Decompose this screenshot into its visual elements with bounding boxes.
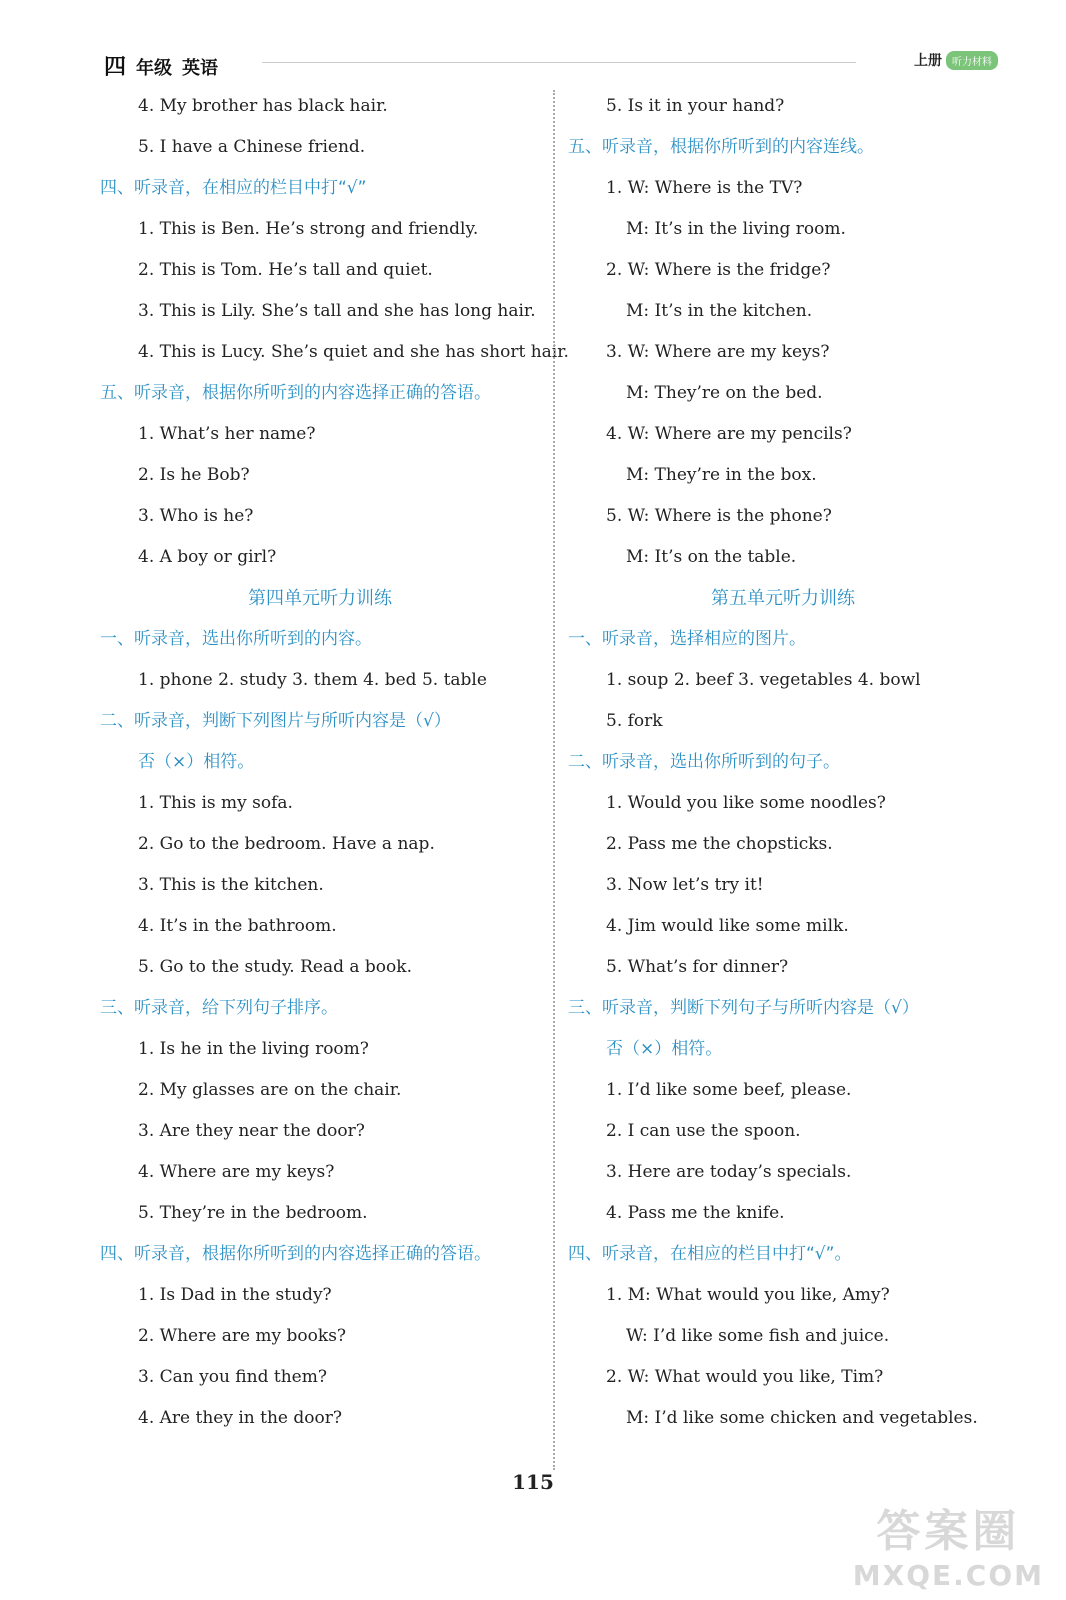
watermark-text: 答案圈 [876,1506,1021,1557]
section-heading: 一、听录音，选择相应的图片。 [568,629,806,649]
transcript-reply: M: They’re in the box. [626,465,817,485]
column-divider [553,90,555,1470]
subject-label: 英语 [182,58,219,79]
transcript-line: 5. fork [606,711,663,731]
transcript-reply: W: I’d like some fish and juice. [626,1326,890,1346]
transcript-line: 2. Where are my books? [138,1326,347,1346]
transcript-line: 1. What’s her name? [138,424,316,444]
section-heading: 三、听录音，给下列句子排序。 [100,998,338,1018]
section-heading: 二、听录音，选出你所听到的句子。 [568,752,840,772]
transcript-line: 4. A boy or girl? [138,547,277,567]
transcript-line: 3. This is the kitchen. [138,875,324,895]
transcript-line: 4. Jim would like some milk. [606,916,849,936]
transcript-line: 1. M: What would you like, Amy? [606,1285,890,1305]
transcript-line: 5. Go to the study. Read a book. [138,957,412,977]
section-heading: 五、听录音，根据你所听到的内容连线。 [568,137,874,157]
header-divider [262,62,856,63]
transcript-reply: M: It’s on the table. [626,547,797,567]
transcript-line: 4. Are they in the door? [138,1408,342,1428]
transcript-line: 3. Are they near the door? [138,1121,365,1141]
unit-title: 第四单元听力训练 [248,588,392,609]
volume-tag [914,50,998,70]
transcript-line: 1. phone 2. study 3. them 4. bed 5. table [138,670,487,690]
transcript-line: 2. W: Where is the fridge? [606,260,831,280]
transcript-line: 3. Who is he? [138,506,254,526]
transcript-line: 3. This is Lily. She’s tall and she has long hair. [138,301,536,321]
page-number: 115 [512,1470,554,1494]
transcript-line: 4. W: Where are my pencils? [606,424,852,444]
transcript-line: 4. This is Lucy. She’s quiet and she has short hair. [138,342,569,362]
transcript-line: 3. Can you find them? [138,1367,327,1387]
transcript-line: 1. Is he in the living room? [138,1039,369,1059]
transcript-line: 3. Now let’s try it! [606,875,764,895]
transcript-line: 3. W: Where are my keys? [606,342,830,362]
unit-title: 第五单元听力训练 [711,588,855,609]
transcript-reply: M: I’d like some chicken and vegetables. [626,1408,978,1428]
transcript-line: 4. It’s in the bathroom. [138,916,337,936]
transcript-line: 3. Here are today’s specials. [606,1162,852,1182]
transcript-line: 1. This is Ben. He’s strong and friendly. [138,219,479,239]
transcript-line: 1. soup 2. beef 3. vegetables 4. bowl [606,670,921,690]
volume-label: 上册 [914,53,942,69]
right-column [568,86,998,1439]
transcript-line: 2. Is he Bob? [138,465,250,485]
transcript-line: 5. W: Where is the phone? [606,506,832,526]
transcript-line: 1. W: Where is the TV? [606,178,803,198]
listening-badge: 听力材料 [946,51,998,70]
section-heading: 四、听录音，在相应的栏目中打“√”。 [568,1244,852,1264]
transcript-reply: M: It’s in the kitchen. [626,301,813,321]
transcript-reply: M: They’re on the bed. [626,383,823,403]
transcript-line: 5. What’s for dinner? [606,957,789,977]
transcript-line: 4. My brother has black hair. [138,96,388,116]
transcript-line: 2. I can use the spoon. [606,1121,801,1141]
section-heading: 四、听录音，在相应的栏目中打“√” [100,178,367,198]
transcript-line: 1. Is Dad in the study? [138,1285,332,1305]
section-heading: 四、听录音，根据你所听到的内容选择正确的答语。 [100,1244,491,1264]
grade-number: 四 [104,55,127,80]
transcript-reply: M: It’s in the living room. [626,219,846,239]
watermark-logo [853,1495,1044,1592]
transcript-line: 1. This is my sofa. [138,793,293,813]
section-heading-continued: 否（×）相符。 [138,752,255,772]
section-heading: 五、听录音，根据你所听到的内容选择正确的答语。 [100,383,491,403]
transcript-line: 2. My glasses are on the chair. [138,1080,402,1100]
transcript-line: 2. Pass me the chopsticks. [606,834,833,854]
transcript-line: 2. Go to the bedroom. Have a nap. [138,834,435,854]
transcript-line: 1. Would you like some noodles? [606,793,886,813]
transcript-line: 4. Pass me the knife. [606,1203,785,1223]
transcript-line: 5. They’re in the bedroom. [138,1203,368,1223]
watermark-url: MXQE.COM [852,1559,1044,1592]
left-column [100,86,569,1439]
section-heading: 三、听录音，判断下列句子与所听内容是（√） [568,998,919,1018]
section-heading-continued: 否（×）相符。 [606,1039,723,1059]
transcript-line: 1. I’d like some beef, please. [606,1080,852,1100]
section-heading: 一、听录音，选出你所听到的内容。 [100,629,372,649]
page-header [104,50,218,81]
transcript-line: 2. This is Tom. He’s tall and quiet. [138,260,433,280]
transcript-line: 5. Is it in your hand? [606,96,785,116]
transcript-line: 4. Where are my keys? [138,1162,335,1182]
grade-label: 年级 [136,58,173,79]
transcript-line: 5. I have a Chinese friend. [138,137,366,157]
transcript-line: 2. W: What would you like, Tim? [606,1367,884,1387]
section-heading: 二、听录音，判断下列图片与所听内容是（√） [100,711,451,731]
